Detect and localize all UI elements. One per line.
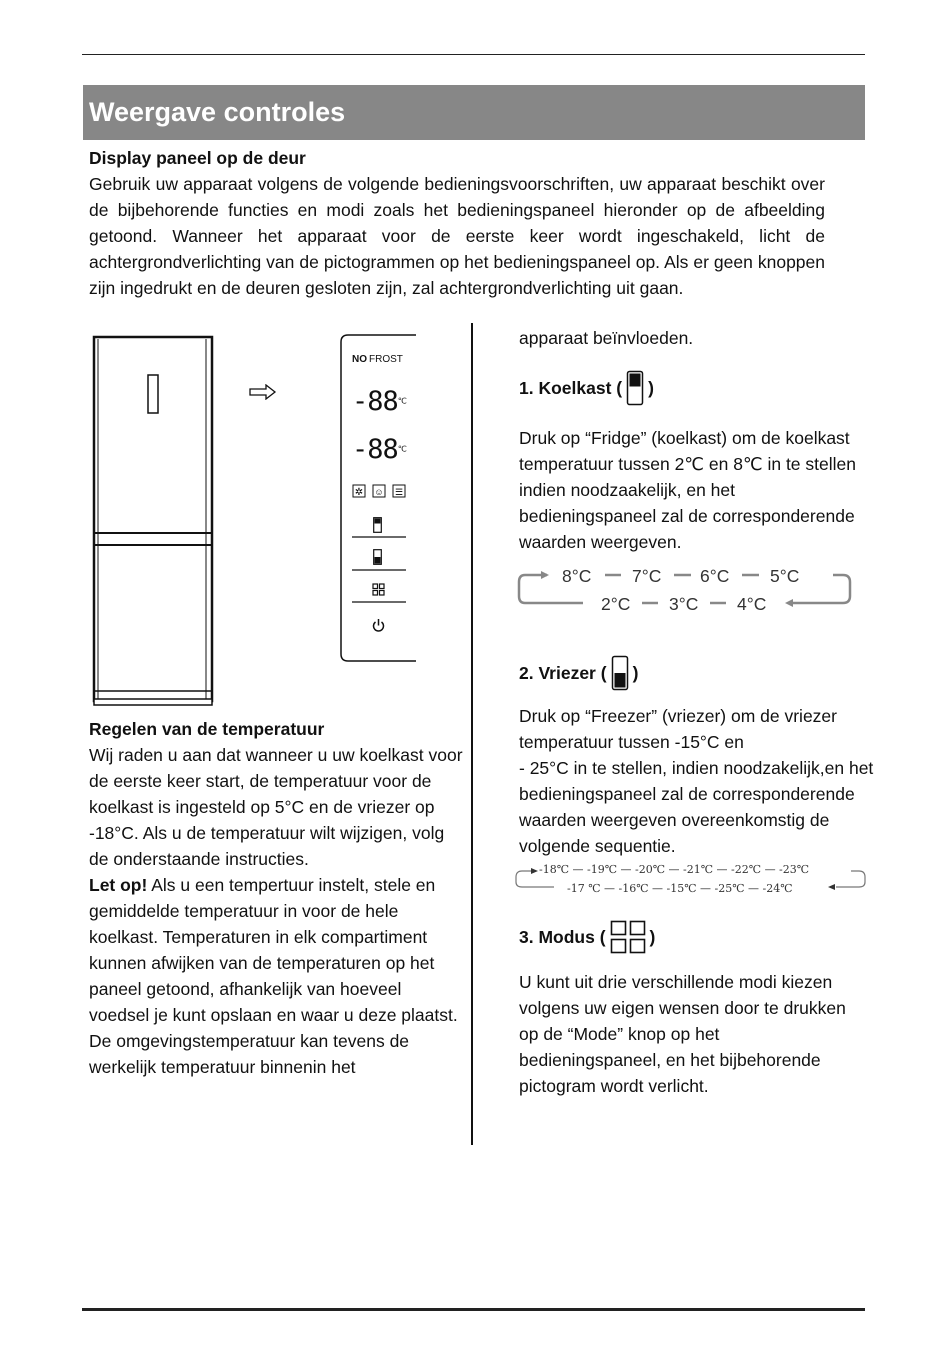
freezer-text: Druk op “Freezer” (vriezer) om de vriezer temperatuur tussen -15°C en - 25°C in te stellen, indien noodzakelijk,en het bedieningspaneel zal de corresponderende waarden weergeven overeenkomstig de volgende sequentie. [519, 706, 874, 856]
mode-heading-suffix: ) [649, 927, 656, 947]
intro-paragraph: Gebruik uw apparaat volgens de volgende bedieningsvoorschriften, uw apparaat beschikt over de bijbehorende functies en modi zoals het bedieningspaneel hieronder op de afbeelding getoond. Wanneer het apparaat voor de eerste keer wordt ingeschakeld, licht de achtergrondverlichting van de pictogrammen op het bedieningspaneel op. Als er geen knoppen zijn ingedrukt en de deuren gesloten zijn, zal achtergrondverlichting uit gaan. [89, 174, 825, 298]
fridge-heading [519, 370, 654, 406]
freezer-temp-display [352, 434, 407, 465]
fridge-seq-3: 6°C [700, 566, 730, 586]
brand-no-label: NO [352, 354, 367, 365]
fridge-display-unit: ℃ [397, 396, 407, 406]
freezer-seq-top: -18℃ — -19℃ — -20℃ — -21℃ — -22℃ — -23℃ [539, 863, 810, 876]
mode-heading [519, 920, 655, 954]
control-panel [340, 334, 416, 662]
freezer-heading-suffix: ) [632, 663, 639, 683]
fridge-seq-1: 8°C [562, 566, 592, 586]
freezer-heading-prefix: 2. Vriezer ( [519, 663, 607, 683]
mode-heading-prefix: 3. Modus ( [519, 927, 606, 947]
mode-text: U kunt uit drie verschillende modi kiezen volgens uw eigen wensen door te drukken op de “Mode” knop op het bedieningspaneel, en het bijbehorende pictogram wordt verlicht. [519, 972, 846, 1096]
intro-section [89, 145, 825, 301]
fridge-display-value: -88 [352, 386, 398, 417]
freezer-display-unit: ℃ [397, 444, 407, 454]
svg-text:☰: ☰ [394, 487, 404, 497]
section-title: Weergave controles [83, 85, 865, 140]
mode-icons-row [352, 484, 408, 498]
temperature-paragraph: Wij raden u aan dat wanneer u uw koelkast voor de eerste keer start, de temperatuur voor de koelkast is ingesteld op 5°C en de vriezer op -18°C. Als u de temperatuur wilt wijzigen, volg de onderstaande instructies. [89, 745, 463, 869]
note-text: Als u een tempertuur instelt, stele en gemiddelde temperatuur in voor de hele koelkast. Temperaturen in elk compartiment kunnen afwijken van de temperaturen op het paneel getoond, afhankelijk van hoeveel voedsel je kunt opslaan en waar u deze plaatst. De omgevingstemperatuur kan tevens de werkelijk temperatuur binnenin het [89, 875, 458, 1077]
temperature-heading: Regelen van de temperatuur [89, 719, 325, 739]
temperature-section [89, 716, 464, 1080]
brand-frost-label: FROST [369, 354, 403, 365]
svg-text:☺: ☺ [374, 487, 384, 497]
mode-button-icon[interactable] [372, 583, 385, 596]
arrow-right-icon [249, 384, 277, 400]
fridge-heading-suffix: ) [648, 378, 654, 398]
mode-icon [610, 920, 646, 954]
fridge-button-icon[interactable] [373, 517, 382, 533]
fridge-seq-6: 3°C [669, 594, 699, 614]
fridge-text: Druk op “Fridge” (koelkast) om de koelkast temperatuur tussen 2℃ en 8℃ in te stellen indien noodzaakelijk, en het bedieningspaneel zal de corresponderende waarden weergeven. [519, 428, 856, 552]
svg-text:✲: ✲ [354, 487, 364, 498]
fridge-icon [626, 370, 644, 406]
freezer-button-icon[interactable] [373, 549, 382, 565]
note-label: Let op! [89, 875, 148, 895]
top-rule [82, 54, 865, 55]
fridge-heading-prefix: 1. Koelkast ( [519, 378, 623, 398]
fridge-seq-5: 2°C [601, 594, 631, 614]
column-divider [471, 323, 473, 1145]
freezer-display-value: -88 [352, 434, 398, 465]
freezer-heading [519, 655, 638, 691]
continuation-text: apparaat beïnvloeden. [519, 328, 694, 348]
note-paragraph [89, 872, 464, 1080]
freezer-icon [611, 655, 629, 691]
intro-heading: Display paneel op de deur [89, 148, 306, 168]
freezer-seq-bottom: -17 ℃ — -16℃ — -15℃ — -25℃ — -24℃ [567, 882, 793, 895]
fridge-seq-4: 5°C [770, 566, 800, 586]
power-button-icon[interactable] [371, 618, 386, 633]
fridge-seq-2: 7°C [632, 566, 662, 586]
fridge-temp-display [352, 386, 407, 417]
fridge-seq-7: 4°C [737, 594, 767, 614]
fridge-illustration [90, 333, 220, 708]
bottom-rule [82, 1308, 865, 1311]
